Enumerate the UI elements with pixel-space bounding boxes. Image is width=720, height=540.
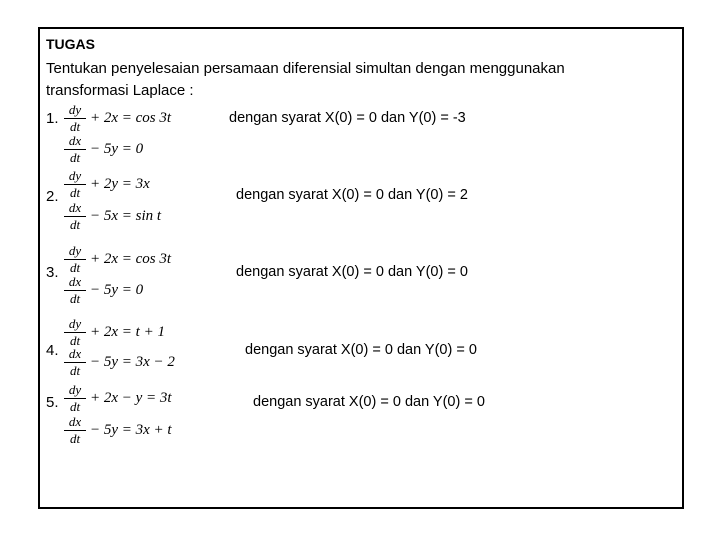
derivative-fraction: $\frac{dx}{dt}$ bbox=[64, 416, 86, 445]
condition-5: dengan syarat X(0) = 0 dan Y(0) = 0 bbox=[253, 394, 485, 410]
derivative-fraction: $\frac{dy}{dt}$ bbox=[64, 318, 86, 347]
condition-3: dengan syarat X(0) = 0 dan Y(0) = 0 bbox=[236, 264, 468, 280]
derivative-fraction: $\frac{dy}{dt}$ bbox=[64, 384, 86, 413]
derivative-fraction: $\frac{dx}{dt}$ bbox=[64, 202, 86, 231]
problem-number-5: 5. bbox=[46, 394, 59, 411]
equation-1a: $\frac{dy}{dt}$ + 2x = cos 3t bbox=[64, 102, 171, 134]
problem-number-3: 3. bbox=[46, 264, 59, 281]
problem-number-4: 4. bbox=[46, 342, 59, 359]
derivative-fraction: $\frac{dy}{dt}$ bbox=[64, 170, 86, 199]
problem-number-1: 1. bbox=[46, 110, 59, 127]
equation-2a: $\frac{dy}{dt}$ + 2y = 3x bbox=[64, 168, 150, 200]
derivative-fraction: $\frac{dx}{dt}$ bbox=[64, 348, 86, 377]
instructions: Tentukan penyelesaian persamaan diferensial simultan dengan menggunakan transformasi Laplace : bbox=[46, 60, 565, 99]
condition-4: dengan syarat X(0) = 0 dan Y(0) = 0 bbox=[245, 342, 477, 358]
derivative-fraction: $\frac{dy}{dt}$ bbox=[64, 245, 86, 274]
condition-1: dengan syarat X(0) = 0 dan Y(0) = -3 bbox=[229, 110, 466, 126]
derivative-fraction: $\frac{dx}{dt}$ bbox=[64, 276, 86, 305]
equation-4a: $\frac{dy}{dt}$ + 2x = t + 1 bbox=[64, 316, 165, 348]
equation-3b: $\frac{dx}{dt}$ − 5y = 0 bbox=[64, 274, 143, 306]
equation-4b: $\frac{dx}{dt}$ − 5y = 3x − 2 bbox=[64, 346, 175, 378]
equation-5a: $\frac{dy}{dt}$ + 2x − y = 3t bbox=[64, 382, 172, 414]
equation-3a: $\frac{dy}{dt}$ + 2x = cos 3t bbox=[64, 243, 171, 275]
derivative-fraction: $\frac{dy}{dt}$ bbox=[64, 104, 86, 133]
equation-5b: $\frac{dx}{dt}$ − 5y = 3x + t bbox=[64, 414, 172, 446]
equation-1b: $\frac{dx}{dt}$ − 5y = 0 bbox=[64, 133, 143, 165]
page-title: TUGAS bbox=[46, 36, 95, 52]
derivative-fraction: $\frac{dx}{dt}$ bbox=[64, 135, 86, 164]
problem-number-2: 2. bbox=[46, 188, 59, 205]
condition-2: dengan syarat X(0) = 0 dan Y(0) = 2 bbox=[236, 187, 468, 203]
equation-2b: $\frac{dx}{dt}$ − 5x = sin t bbox=[64, 200, 161, 232]
